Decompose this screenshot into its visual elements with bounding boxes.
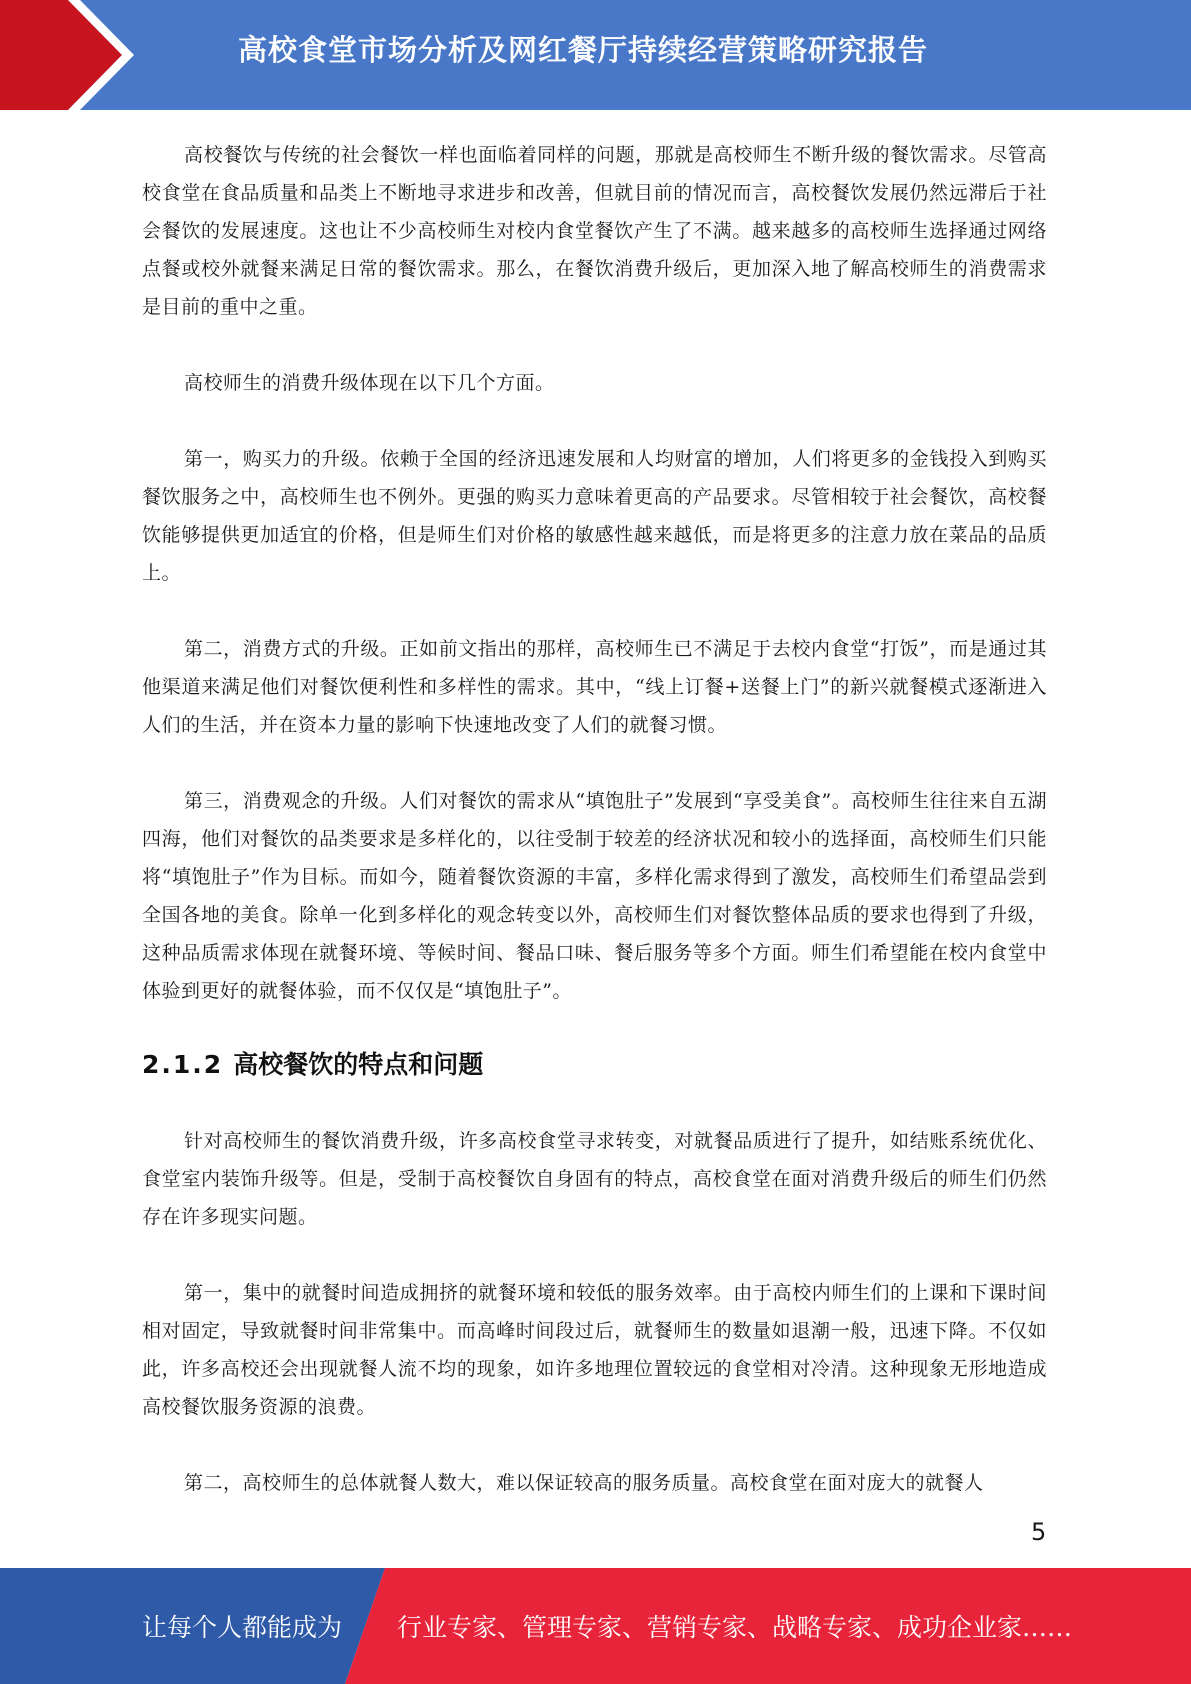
footer-slogan-lead: 让每个人都能成为 <box>142 1613 343 1642</box>
section-heading <box>142 1048 1047 1082</box>
header-banner <box>0 0 1191 110</box>
footer-slogan-roles: 行业专家、管理专家、营销专家、战略专家、成功企业家…… <box>397 1613 1073 1642</box>
report-title: 高校食堂市场分析及网红餐厅持续经营策略研究报告 <box>238 33 929 67</box>
paragraph: 第一，购买力的升级。依赖于全国的经济迅速发展和人均财富的增加，人们将更多的金钱投入到购买餐饮服务之中，高校师生也不例外。更强的购买力意味着更高的产品要求。尽管相较于社会餐饮，高校餐饮能够提供更加适宜的价格，但是师生们对价格的敏感性越来越低，而是将更多的注意力放在菜品的品质上。 <box>142 448 1047 584</box>
document-body <box>142 136 1047 1540</box>
paragraph: 针对高校师生的餐饮消费升级，许多高校食堂寻求转变，对就餐品质进行了提升，如结账系统优化、食堂室内装饰升级等。但是，受制于高校餐饮自身固有的特点，高校食堂在面对消费升级后的师生们仍然存在许多现实问题。 <box>142 1130 1047 1228</box>
footer-banner <box>0 1568 1191 1684</box>
paragraph: 高校师生的消费升级体现在以下几个方面。 <box>184 372 555 394</box>
header-arrow-decoration <box>0 0 150 110</box>
section-title: 高校餐饮的特点和问题 <box>233 1050 484 1079</box>
paragraph: 第二，高校师生的总体就餐人数大，难以保证较高的服务质量。高校食堂在面对庞大的就餐人 <box>184 1472 984 1494</box>
paragraph: 高校餐饮与传统的社会餐饮一样也面临着同样的问题，那就是高校师生不断升级的餐饮需求。尽管高校食堂在食品质量和品类上不断地寻求进步和改善，但就目前的情况而言，高校餐饮发展仍然远滞后于社会餐饮的发展速度。这也让不少高校师生对校内食堂餐饮产生了不满。越来越多的高校师生选择通过网络点餐或校外就餐来满足日常的餐饮需求。那么，在餐饮消费升级后，更加深入地了解高校师生的消费需求是目前的重中之重。 <box>142 144 1047 318</box>
page-number: 5 <box>1031 1518 1047 1546</box>
section-number: 2.1.2 <box>142 1050 224 1079</box>
paragraph: 第三，消费观念的升级。人们对餐饮的需求从“填饱肚子”发展到“享受美食”。高校师生往往来自五湖四海，他们对餐饮的品类要求是多样化的，以往受制于较差的经济状况和较小的选择面，高校师生们只能将“填饱肚子”作为目标。而如今，随着餐饮资源的丰富，多样化需求得到了激发，高校师生们希望品尝到全国各地的美食。除单一化到多样化的观念转变以外，高校师生们对餐饮整体品质的要求也得到了升级，这种品质需求体现在就餐环境、等候时间、餐品口味、餐后服务等多个方面。师生们希望能在校内食堂中体验到更好的就餐体验，而不仅仅是“填饱肚子”。 <box>142 790 1047 1002</box>
paragraph: 第二，消费方式的升级。正如前文指出的那样，高校师生已不满足于去校内食堂“打饭”，而是通过其他渠道来满足他们对餐饮便利性和多样性的需求。其中，“线上订餐+送餐上门”的新兴就餐模式逐渐进入人们的生活，并在资本力量的影响下快速地改变了人们的就餐习惯。 <box>142 638 1047 736</box>
paragraph: 第一，集中的就餐时间造成拥挤的就餐环境和较低的服务效率。由于高校内师生们的上课和下课时间相对固定，导致就餐时间非常集中。而高峰时间段过后，就餐师生的数量如退潮一般，迅速下降。不仅如此，许多高校还会出现就餐人流不均的现象，如许多地理位置较远的食堂相对冷清。这种现象无形地造成高校餐饮服务资源的浪费。 <box>142 1282 1047 1418</box>
